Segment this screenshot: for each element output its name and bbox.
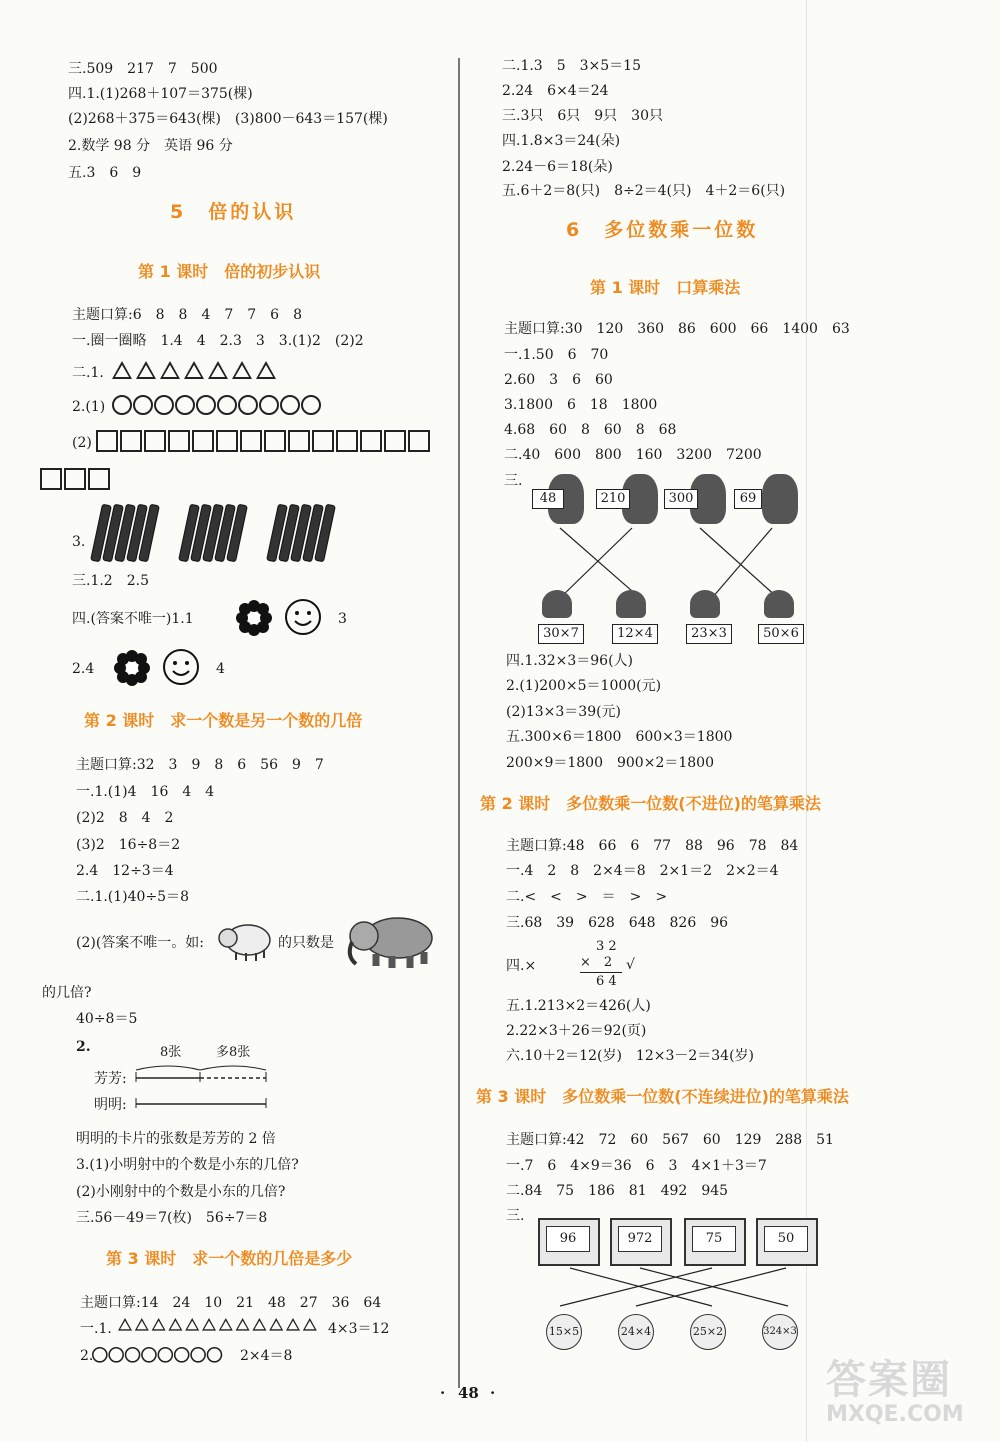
- answer-line: 四.×: [506, 958, 537, 974]
- answer-line: 一.1.(1)4 16 4 4: [76, 784, 215, 800]
- answer-line: 3.1800 6 18 1800: [504, 397, 658, 413]
- hoop-value: 75: [692, 1226, 736, 1252]
- answer-line: 一.1.: [80, 1321, 112, 1337]
- answer-line: 四.1.(1)268＋107＝375(棵): [68, 86, 253, 102]
- answer-line: 2.4: [72, 661, 95, 677]
- circle-row: [92, 1347, 223, 1366]
- answer-line: 三.68 39 628 648 826 96: [506, 915, 729, 931]
- hoop-value: 972: [618, 1226, 662, 1252]
- square-row: [96, 430, 432, 456]
- answer-line: 三.3只 6只 9只 30只: [502, 108, 663, 124]
- answer-line: 四.1.8×3＝24(朵): [502, 133, 621, 149]
- triangle-row: [112, 361, 280, 383]
- answer-line: 五.6＋2＝8(只) 8÷2＝4(只) 4＋2＝6(只): [502, 183, 786, 199]
- answer-line: 3: [338, 611, 347, 627]
- answer-line: (2)13×3＝39(元): [506, 704, 622, 720]
- ball-icon: 324×3: [762, 1314, 798, 1350]
- answer-box: 12×4: [612, 624, 658, 644]
- answer-line: 2.22×3＋26＝92(页): [506, 1023, 647, 1039]
- lesson-title: 第 3 课时 多位数乘一位数(不连续进位)的笔算乘法: [476, 1087, 849, 1106]
- unit-title: 5 倍的认识: [170, 201, 297, 223]
- elephant-icon: [342, 912, 438, 970]
- answer-line: 二.1.: [72, 365, 104, 381]
- answer-line: 明明的卡片的张数是芳芳的 2 倍: [76, 1131, 276, 1147]
- mushroom-icon: [542, 590, 572, 618]
- answer-box: 48: [532, 489, 564, 509]
- hoop-value: 50: [764, 1226, 808, 1252]
- lesson-title: 第 3 课时 求一个数的几倍是多少: [106, 1249, 353, 1268]
- answer-line: 一.7 6 4×9＝36 6 3 4×1＋3＝7: [506, 1158, 767, 1174]
- diagram-label: 8张: [160, 1045, 182, 1060]
- page-number-dots: ·: [490, 1384, 496, 1402]
- answer-line: (2)(答案不唯一。如:: [76, 935, 205, 951]
- calc-result: 6 4: [596, 974, 617, 989]
- answer-line: 二.84 75 186 81 492 945: [506, 1183, 729, 1199]
- answer-box: 30×7: [538, 624, 584, 644]
- answer-line: (2): [72, 435, 92, 451]
- answer-line: 四.1.32×3＝96(人): [506, 653, 633, 669]
- answer-line: 2.24 6×4＝24: [502, 83, 609, 99]
- column-divider: [458, 58, 460, 1388]
- squirrel-icon: [762, 474, 798, 524]
- mushroom-icon: [616, 590, 646, 618]
- flower-icon: [234, 598, 274, 638]
- answer-line: 主题口算:42 72 60 567 60 129 288 51: [506, 1132, 834, 1148]
- calc-top: 3 2: [596, 939, 617, 954]
- hoop-icon: [610, 1218, 672, 1266]
- hoop-icon: [538, 1218, 600, 1266]
- answer-line: 主题口算:48 66 6 77 88 96 78 84: [506, 838, 799, 854]
- answer-line: 2.4 12÷3＝4: [76, 863, 174, 879]
- answer-line: 三.: [504, 473, 523, 489]
- square-row: [40, 468, 112, 494]
- answer-line: 四.(答案不唯一)1.1: [72, 611, 194, 627]
- calc-mid: × 2: [580, 955, 613, 970]
- watermark-logo: 答案圈: [826, 1357, 952, 1403]
- answer-line: 三.56－49＝7(枚) 56÷7＝8: [76, 1210, 268, 1226]
- answer-line: 主题口算:32 3 9 8 6 56 9 7: [76, 757, 324, 773]
- answer-line: 主题口算:30 120 360 86 600 66 1400 63: [504, 321, 850, 337]
- answer-line: 2.: [76, 1039, 91, 1055]
- check-mark: √: [626, 957, 635, 973]
- answer-box: 50×6: [758, 624, 804, 644]
- answer-line: 二.1.(1)40÷5＝8: [76, 889, 189, 905]
- answer-line: 2.(1): [72, 399, 106, 415]
- hoop-icon: [684, 1218, 746, 1266]
- answer-line: 2×4＝8: [240, 1348, 293, 1364]
- triangle-row: [118, 1318, 320, 1333]
- answer-line: 主题口算:14 24 10 21 48 27 36 64: [80, 1295, 382, 1311]
- lesson-title: 第 2 课时 多位数乘一位数(不进位)的笔算乘法: [480, 794, 821, 813]
- answer-line: 的几倍?: [42, 985, 92, 1001]
- answer-line: 二.1.3 5 3×5＝15: [502, 58, 641, 74]
- answer-line: 3.(1)小明射中的个数是小东的几倍?: [76, 1157, 299, 1173]
- answer-line: (2)268＋375＝643(棵) (3)800－643＝157(棵): [68, 111, 388, 127]
- circle-row: [112, 395, 322, 419]
- answer-line: 二.40 600 800 160 3200 7200: [504, 447, 762, 463]
- answer-line: 2.数学 98 分 英语 96 分: [68, 138, 233, 154]
- answer-line: 4: [216, 661, 225, 677]
- answer-line: 的只数是: [278, 935, 334, 951]
- ball-icon: 15×5: [546, 1314, 582, 1350]
- diagram-label: 明明:: [94, 1097, 127, 1113]
- ball-icon: 24×4: [618, 1314, 654, 1350]
- answer-box: 69: [734, 489, 762, 509]
- hoop-value: 96: [546, 1226, 590, 1252]
- answer-line: 2.(1)200×5＝1000(元): [506, 678, 662, 694]
- answer-line: (2)小刚射中的个数是小东的几倍?: [76, 1184, 286, 1200]
- answer-line: 4.68 60 8 60 8 68: [504, 422, 677, 438]
- answer-line: 二.< < > ＝ > >: [506, 889, 668, 905]
- match-lines: [540, 1264, 810, 1310]
- lesson-title: 第 1 课时 口算乘法: [590, 278, 741, 297]
- page-number-dots: ·: [440, 1384, 446, 1402]
- answer-line: 2.60 3 6 60: [504, 372, 613, 388]
- lesson-title: 第 2 课时 求一个数是另一个数的几倍: [84, 711, 363, 730]
- answer-line: 五.1.213×2＝426(人): [506, 998, 651, 1014]
- lesson-title: 第 1 课时 倍的初步认识: [138, 262, 321, 281]
- answer-line: 主题口算:6 8 8 4 7 7 6 8: [72, 307, 302, 323]
- unit-title: 6 多位数乘一位数: [566, 219, 759, 241]
- diagram-label: 芳芳:: [94, 1071, 127, 1087]
- watermark-url: MXQE.COM: [826, 1402, 964, 1427]
- answer-box: 23×3: [686, 624, 732, 644]
- line-segment-diagram: [134, 1060, 274, 1112]
- answer-line: 4×3＝12: [328, 1321, 390, 1337]
- hoop-icon: [756, 1218, 818, 1266]
- mushroom-icon: [690, 590, 720, 618]
- answer-line: (2)2 8 4 2: [76, 810, 174, 826]
- flower-icon: [112, 648, 152, 688]
- answer-line: 2.24－6＝18(朵): [502, 159, 613, 175]
- answer-box: 210: [596, 489, 630, 509]
- answer-line: 40÷8＝5: [76, 1011, 138, 1027]
- answer-line: 五.3 6 9: [68, 165, 142, 181]
- sheep-icon: [216, 918, 274, 962]
- answer-line: 200×9＝1800 900×2＝1800: [506, 755, 714, 771]
- ball-icon: 25×2: [690, 1314, 726, 1350]
- answer-line: 三.: [506, 1208, 525, 1224]
- smiley-icon: [162, 648, 200, 686]
- answer-box: 300: [664, 489, 698, 509]
- answer-line: 一.圈一圈略 1.4 4 2.3 3 3.(1)2 (2)2: [72, 333, 364, 349]
- answer-line: 一.1.50 6 70: [504, 347, 609, 363]
- match-lines: [540, 526, 810, 600]
- answer-line: 3.: [72, 534, 86, 550]
- answer-line: 六.10＋2＝12(岁) 12×3－2＝34(岁): [506, 1048, 755, 1064]
- answer-line: 三.509 217 7 500: [68, 61, 218, 77]
- answer-line: 一.4 2 8 2×4＝8 2×1＝2 2×2＝4: [506, 863, 779, 879]
- mushroom-icon: [764, 590, 794, 618]
- answer-line: 五.300×6＝1800 600×3＝1800: [506, 729, 733, 745]
- answer-line: 三.1.2 2.5: [72, 573, 149, 589]
- answer-line: 2.: [80, 1348, 94, 1364]
- diagram-label: 多8张: [216, 1045, 251, 1060]
- smiley-icon: [284, 598, 322, 636]
- page-number: 48: [458, 1384, 479, 1402]
- answer-line: (3)2 16÷8＝2: [76, 837, 181, 853]
